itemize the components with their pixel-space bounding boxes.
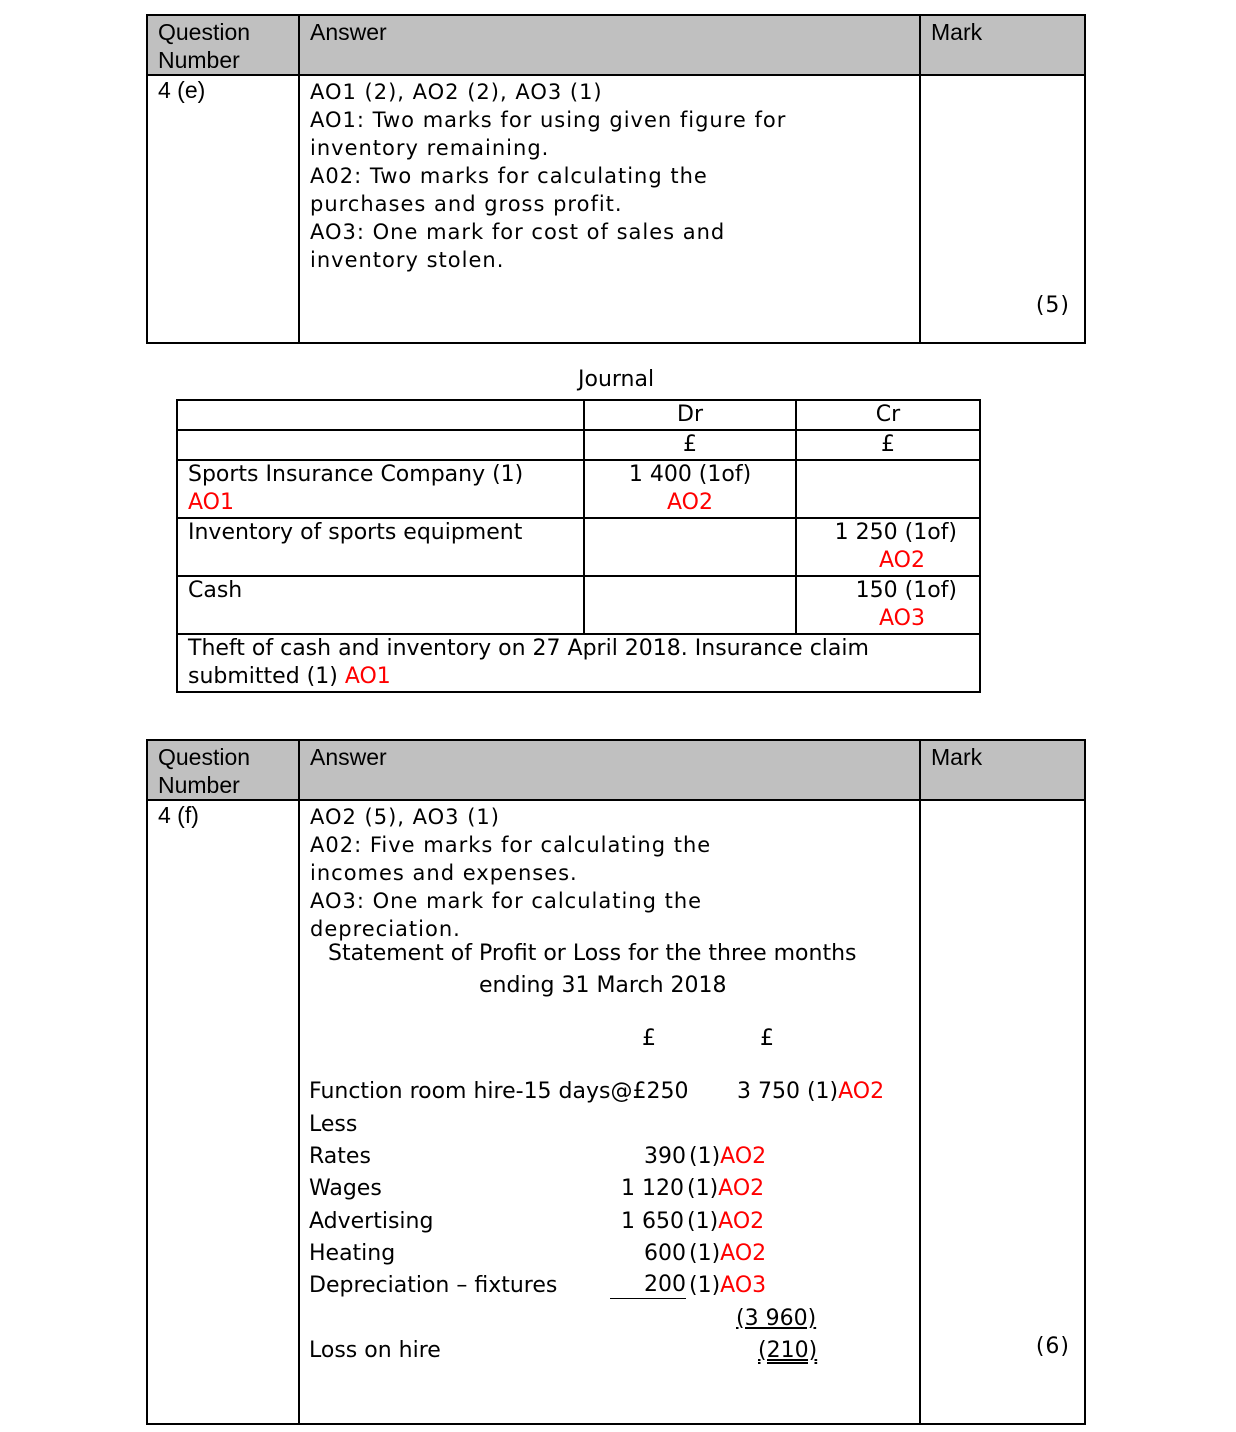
expense-label: Advertising xyxy=(309,1209,434,1234)
journal-cr-currency: £ xyxy=(796,430,980,460)
journal-account-cell xyxy=(177,460,584,518)
header-answer: Answer xyxy=(299,740,920,800)
journal-header-dr: Dr xyxy=(584,400,796,430)
expense-mark-wrap xyxy=(689,1143,766,1171)
result-value: (210) xyxy=(758,1338,818,1363)
col2-currency: £ xyxy=(760,1026,774,1051)
journal-dr-cell xyxy=(584,576,796,634)
journal-narrative xyxy=(177,634,980,692)
journal-row xyxy=(177,460,980,518)
journal-account-cell xyxy=(177,576,584,634)
journal-dr-currency: £ xyxy=(584,430,796,460)
expense-mark-wrap xyxy=(689,1240,766,1268)
narrative-ao: AO1 xyxy=(344,664,391,689)
table-header-row xyxy=(147,740,1085,800)
answer-line: purchases and gross profit. xyxy=(310,192,623,216)
journal-cr-value: 150 (1of) xyxy=(855,578,957,603)
journal-account-cell xyxy=(177,518,584,576)
journal-dr-cell xyxy=(584,518,796,576)
journal-header-cr: Cr xyxy=(796,400,980,430)
expense-mark-wrap xyxy=(687,1208,764,1236)
answer-cell xyxy=(299,75,920,343)
header-qn-line1: Question xyxy=(158,744,251,770)
question-number: 4 (e) xyxy=(158,77,206,103)
journal-cr-ao: AO3 xyxy=(879,606,925,631)
header-qn-line1: Question xyxy=(158,19,251,45)
journal-cr-cell xyxy=(796,460,980,518)
answer-line: AO2 (5), AO3 (1) xyxy=(310,805,500,829)
header-qn-line2: Number xyxy=(158,772,240,798)
journal-cr-ao: AO2 xyxy=(879,548,925,573)
expense-ao: AO3 xyxy=(720,1273,767,1298)
table-row xyxy=(147,800,1085,1424)
income-value-wrap xyxy=(737,1078,884,1106)
mark-scheme-table-4e xyxy=(146,14,1086,344)
journal-cr-value: 1 250 (1of) xyxy=(834,520,957,545)
journal-header-blank xyxy=(177,400,584,430)
journal-currency-row xyxy=(177,430,980,460)
journal-dr-ao: AO2 xyxy=(667,490,713,515)
mark-value: (5) xyxy=(1035,293,1070,318)
statement-title-line2: ending 31 March 2018 xyxy=(479,973,727,998)
answer-line: A02: Five marks for calculating the xyxy=(310,833,712,857)
journal-account-ao: AO1 xyxy=(188,490,234,515)
mark-cell xyxy=(920,75,1085,343)
expense-value: 1 120 xyxy=(621,1176,684,1201)
narrative-line2 xyxy=(188,663,969,691)
answer-line: depreciation. xyxy=(310,917,461,941)
expense-value: 1 650 xyxy=(621,1209,684,1234)
answer-line: inventory stolen. xyxy=(310,248,505,272)
narrative-line1: Theft of cash and inventory on 27 April 2018. Insurance claim xyxy=(188,636,869,661)
expense-label: Rates xyxy=(309,1144,371,1169)
col1-currency: £ xyxy=(642,1026,656,1051)
question-number-cell xyxy=(147,75,299,343)
expense-label: Depreciation – fixtures xyxy=(309,1273,558,1298)
answer-line: AO3: One mark for calculating the xyxy=(310,889,703,913)
expense-ao: AO2 xyxy=(718,1209,765,1234)
answer-cell xyxy=(299,800,920,1424)
header-question-number xyxy=(147,740,299,800)
expense-value-underlined: 200 xyxy=(610,1272,686,1299)
total-expenses: (3 960) xyxy=(736,1306,817,1331)
journal-account: Inventory of sports equipment xyxy=(188,520,523,545)
header-question-number xyxy=(147,15,299,75)
mark-cell xyxy=(920,800,1085,1424)
expense-mark-wrap xyxy=(689,1272,766,1300)
journal-table xyxy=(176,399,981,693)
journal-row xyxy=(177,518,980,576)
expense-ao: AO2 xyxy=(720,1144,767,1169)
answer-line: incomes and expenses. xyxy=(310,861,578,885)
less-label: Less xyxy=(309,1112,358,1137)
income-label: Function room hire-15 days@£250 xyxy=(309,1079,689,1104)
question-number-cell xyxy=(147,800,299,1424)
expense-value: 390 xyxy=(644,1144,686,1169)
header-qn-line2: Number xyxy=(158,47,240,73)
journal-account: Cash xyxy=(188,578,243,603)
journal-cr-cell xyxy=(796,518,980,576)
expense-mark: (1) xyxy=(689,1273,721,1298)
journal-title: Journal xyxy=(578,367,655,392)
statement-title-line1: Statement of Profit or Loss for the three months xyxy=(328,941,857,966)
journal-cr-cell xyxy=(796,576,980,634)
expense-mark-wrap xyxy=(687,1175,764,1203)
mark-value: (6) xyxy=(1035,1334,1070,1359)
income-value: 3 750 (1) xyxy=(737,1079,839,1104)
journal-dr-value: 1 400 (1of) xyxy=(628,462,752,487)
expense-mark: (1) xyxy=(687,1209,719,1234)
journal-header-row xyxy=(177,400,980,430)
answer-line: AO1: Two marks for using given figure for xyxy=(310,108,787,132)
expense-label: Wages xyxy=(309,1176,382,1201)
answer-line: A02: Two marks for calculating the xyxy=(310,164,708,188)
narrative-text: submitted (1) xyxy=(188,664,338,689)
expense-ao: AO2 xyxy=(718,1176,765,1201)
expense-value: 600 xyxy=(644,1241,686,1266)
expense-mark: (1) xyxy=(687,1176,719,1201)
journal-dr-cell xyxy=(584,460,796,518)
journal-currency-blank xyxy=(177,430,584,460)
answer-line: AO3: One mark for cost of sales and xyxy=(310,220,726,244)
expense-mark: (1) xyxy=(689,1144,721,1169)
journal-row xyxy=(177,576,980,634)
header-answer: Answer xyxy=(299,15,920,75)
journal-narrative-row xyxy=(177,634,980,692)
expense-label: Heating xyxy=(309,1241,396,1266)
question-number: 4 (f) xyxy=(158,802,199,828)
answer-line: AO1 (2), AO2 (2), AO3 (1) xyxy=(310,80,603,104)
expense-mark: (1) xyxy=(689,1241,721,1266)
journal-account: Sports Insurance Company (1) xyxy=(188,462,524,487)
header-mark: Mark xyxy=(920,15,1085,75)
expense-ao: AO2 xyxy=(720,1241,767,1266)
table-row xyxy=(147,75,1085,343)
answer-line: inventory remaining. xyxy=(310,136,550,160)
result-label: Loss on hire xyxy=(309,1338,441,1363)
income-ao: AO2 xyxy=(838,1079,885,1104)
header-mark: Mark xyxy=(920,740,1085,800)
table-header-row xyxy=(147,15,1085,75)
